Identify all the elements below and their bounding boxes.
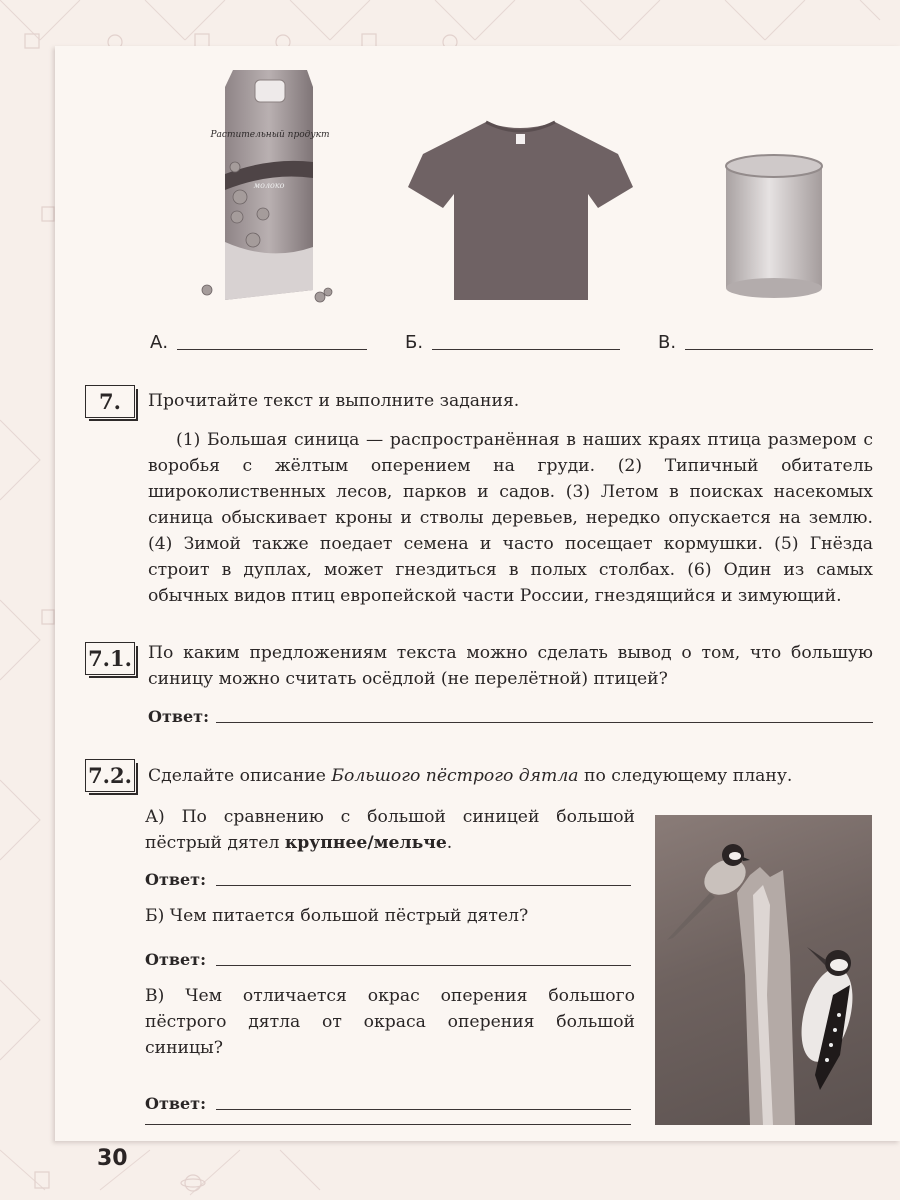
task7-2-part-c: В) Чем отличается окрас оперения большого пёстрого дятла от окраса оперения большой синицы? bbox=[145, 986, 635, 1058]
label-a: А. bbox=[150, 332, 169, 353]
answer-label-7-2-a: Ответ: bbox=[145, 870, 206, 889]
task7-passage: (1) Большая синица — распространённая в наших краях птица размером с воробья с жёлтым оперением на груди. (2) Типичный обитатель широколиственных лесов, парков и садов. (3) Летом в поисках насекомых синица обыскивает кроны и стволы деревьев, нередко опускается на землю. (4) Зимой также поедает семена и часто посещает кормушки. (5) Гнёзда строит в дуплах, может гнездиться в полых столбах. (6) Один из самых обычных видов птиц европейской части России, гнездящийся и зимующий. bbox=[148, 430, 873, 606]
task-number-7-1: 7.1. bbox=[85, 642, 135, 675]
birds-photo-drawing bbox=[655, 815, 872, 1125]
page-number: 30 bbox=[97, 1146, 128, 1171]
tshirt-image bbox=[408, 112, 633, 302]
milk-carton-image bbox=[195, 62, 335, 307]
carton-title-text: Растительный продукт bbox=[210, 130, 330, 140]
answer-line-a[interactable] bbox=[177, 349, 367, 350]
task-number-7: 7. bbox=[85, 385, 135, 418]
answer-line-b[interactable] bbox=[432, 349, 620, 350]
task-number-7-2: 7.2. bbox=[85, 759, 135, 792]
label-v: В. bbox=[658, 332, 677, 353]
task7-2-part-b: Б) Чем питается большой пёстрый дятел? bbox=[145, 906, 529, 926]
part-a-end: . bbox=[446, 833, 453, 853]
carton-band-text: молоко bbox=[253, 181, 285, 190]
label-b: Б. bbox=[405, 332, 424, 353]
intro-text: Сделайте описание bbox=[148, 766, 332, 786]
answer-line-7-2-c[interactable] bbox=[216, 1109, 631, 1110]
tin-can-image bbox=[722, 152, 827, 302]
task7-instruction: Прочитайте текст и выполните задания. bbox=[148, 391, 520, 411]
answer-line-7-2-c-extra[interactable] bbox=[145, 1124, 631, 1125]
answer-label-7-2-b: Ответ: bbox=[145, 950, 206, 969]
answer-line-7-2-a[interactable] bbox=[216, 885, 631, 886]
intro-text-end: по следующему плану. bbox=[578, 766, 793, 786]
part-a-options[interactable]: крупнее/мельче bbox=[284, 833, 447, 853]
answer-label-7-1: Ответ: bbox=[148, 707, 209, 726]
task7-2-part-a bbox=[145, 804, 635, 856]
answer-line-7-1[interactable] bbox=[216, 722, 873, 723]
task7-1-question: По каким предложениям текста можно сделать вывод о том, что большую синицу можно считать осёдлой (не перелётной) птицей? bbox=[148, 643, 873, 689]
answer-line-7-2-b[interactable] bbox=[216, 965, 631, 966]
task7-2-intro bbox=[148, 763, 792, 789]
answer-line-v[interactable] bbox=[685, 349, 873, 350]
part-a-text: А) По сравнению с большой синицей большой пёстрый дятел bbox=[145, 807, 635, 853]
intro-species-name: Большого пёстрого дятла bbox=[331, 766, 579, 786]
birds-photo bbox=[655, 815, 872, 1125]
answer-label-7-2-c: Ответ: bbox=[145, 1094, 206, 1113]
